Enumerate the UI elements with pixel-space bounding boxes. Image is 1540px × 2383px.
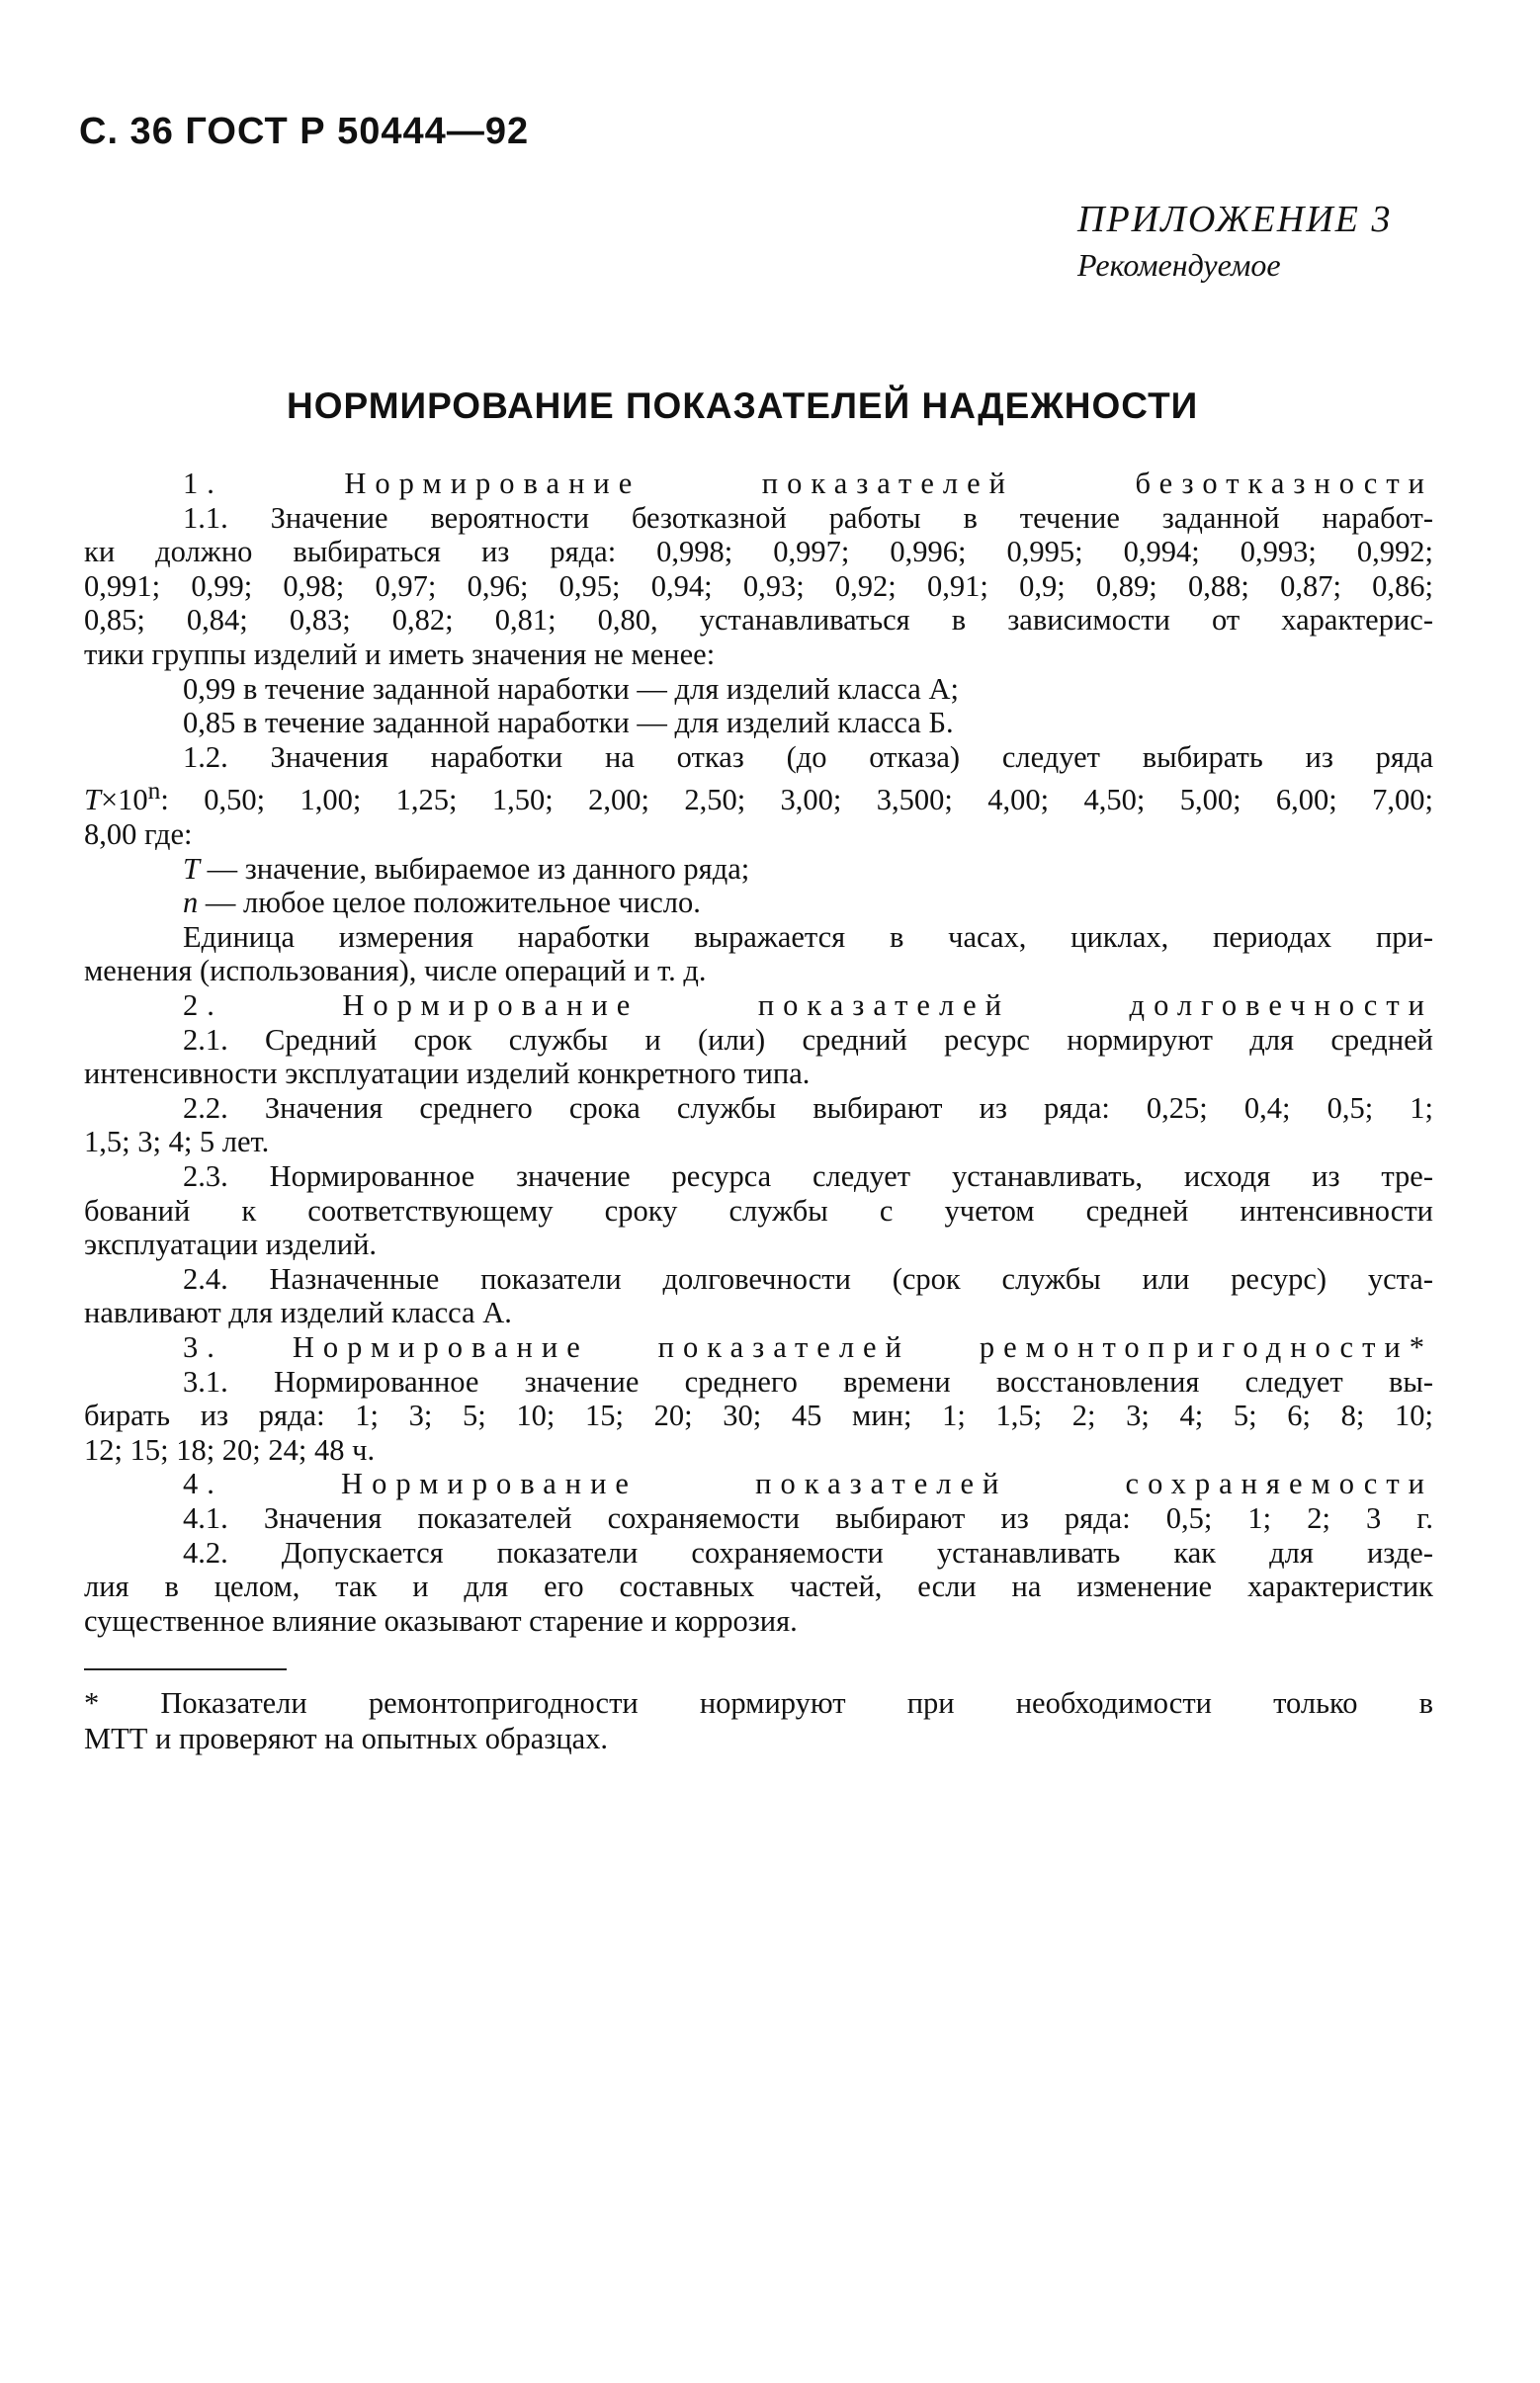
heading-durability: 2. Нормирование показателей долговечности <box>183 988 1433 1023</box>
heading-maintainability: 3. Нормирование показателей ремонтопригодности* <box>183 1330 1433 1364</box>
text-line: бирать из ряда: 1; 3; 5; 10; 15; 20; 30; 45 мин; 1; 1,5; 2; 3; 4; 5; 6; 8; 10; <box>84 1399 1433 1433</box>
text-line: 8,00 где: <box>84 817 193 852</box>
definition-text: — значение, выбираемое из данного ряда; <box>199 851 750 886</box>
text-line: 1.1. Значение вероятности безотказной работы в течение заданной наработ- <box>183 500 1433 535</box>
page-header: С. 36 ГОСТ Р 50444—92 <box>79 111 530 152</box>
symbol-t: T <box>183 851 200 886</box>
text-line: 4.2. Допускается показатели сохраняемости устанавливать как для изде- <box>183 1535 1433 1570</box>
appendix-status: Рекомендуемое <box>1077 247 1281 283</box>
text-line: лия в целом, так и для его составных частей, если на изменение характеристик <box>84 1570 1433 1604</box>
definition-line <box>84 886 1433 920</box>
footnote-divider <box>84 1668 287 1670</box>
text-line: 2.4. Назначенные показатели долговечности (срок службы или ресурс) уста- <box>183 1261 1433 1296</box>
text-line: 2.1. Средний срок службы и (или) средний ресурс нормируют для средней <box>183 1022 1433 1057</box>
value-series: : 0,50; 1,00; 1,25; 1,50; 2,00; 2,50; 3,00; 3,500; 4,00; 4,50; 5,00; 6,00; 7,00; <box>160 783 1433 817</box>
footnote <box>84 1685 1433 1756</box>
text-line: 3.1. Нормированное значение среднего времени восстановления следует вы- <box>183 1364 1433 1399</box>
text-line: 4.1. Значения показателей сохраняемости выбирают из ряда: 0,5; 1; 2; 3 г. <box>183 1500 1433 1535</box>
definition-line <box>84 852 1433 887</box>
text-line: 0,99 в течение заданной наработки — для изделий класса А; <box>183 671 959 706</box>
multiplier: ×10 <box>100 783 148 817</box>
footnote-line: * Показатели ремонтопригодности нормируют при необходимости только в <box>84 1686 1433 1720</box>
text-line: интенсивности эксплуатации изделий конкретного типа. <box>84 1057 811 1091</box>
section-title: НОРМИРОВАНИЕ ПОКАЗАТЕЛЕЙ НАДЕЖНОСТИ <box>287 385 1199 426</box>
heading-storability: 4. Нормирование показателей сохраняемости <box>183 1467 1433 1501</box>
text-line: 0,85 в течение заданной наработки — для изделий класса Б. <box>183 706 954 740</box>
appendix-number: ПРИЛОЖЕНИЕ 3 <box>1077 199 1393 240</box>
text-line: 1,5; 3; 4; 5 лет. <box>84 1125 270 1159</box>
text-line: 12; 15; 18; 20; 24; 48 ч. <box>84 1432 376 1467</box>
document-body <box>84 467 1433 1638</box>
text-line: 2.2. Значения среднего срока службы выбирают из ряда: 0,25; 0,4; 0,5; 1; <box>183 1090 1433 1125</box>
text-line: бований к соответствующему сроку службы с учетом средней интенсивности <box>84 1193 1433 1228</box>
footnote-line: МТТ и проверяют на опытных образцах. <box>84 1722 609 1755</box>
text-line: ки должно выбираться из ряда: 0,998; 0,997; 0,996; 0,995; 0,994; 0,993; 0,992; <box>84 535 1433 569</box>
text-line: 1.2. Значения наработки на отказ (до отказа) следует выбирать из ряда <box>183 739 1433 774</box>
text-line: менения (использования), числе операций и т. д. <box>84 954 707 988</box>
text-line: тики группы изделий и иметь значения не менее: <box>84 637 716 671</box>
exponent-n: n <box>147 777 161 806</box>
formula-line <box>84 774 1433 817</box>
text-line: Единица измерения наработки выражается в часах, циклах, периодах при- <box>183 919 1433 954</box>
text-line: существенное влияние оказывают старение и коррозия. <box>84 1603 798 1638</box>
text-line: 2.3. Нормированное значение ресурса следует устанавливать, исходя из тре- <box>183 1159 1433 1194</box>
symbol-n: n <box>183 886 199 920</box>
text-line: эксплуатации изделий. <box>84 1228 378 1262</box>
definition-text: — любое целое положительное число. <box>198 886 701 920</box>
symbol-t: T <box>84 783 101 817</box>
appendix-label <box>1077 198 1392 284</box>
text-line: 0,991; 0,99; 0,98; 0,97; 0,96; 0,95; 0,94; 0,93; 0,92; 0,91; 0,9; 0,89; 0,88; 0,87; 0,86; <box>84 568 1433 603</box>
text-line: 0,85; 0,84; 0,83; 0,82; 0,81; 0,80, устанавливаться в зависимости от характерис- <box>84 603 1433 638</box>
text-line: навливают для изделий класса А. <box>84 1296 512 1330</box>
heading-safety: 1. Нормирование показателей безотказности <box>183 467 1433 500</box>
